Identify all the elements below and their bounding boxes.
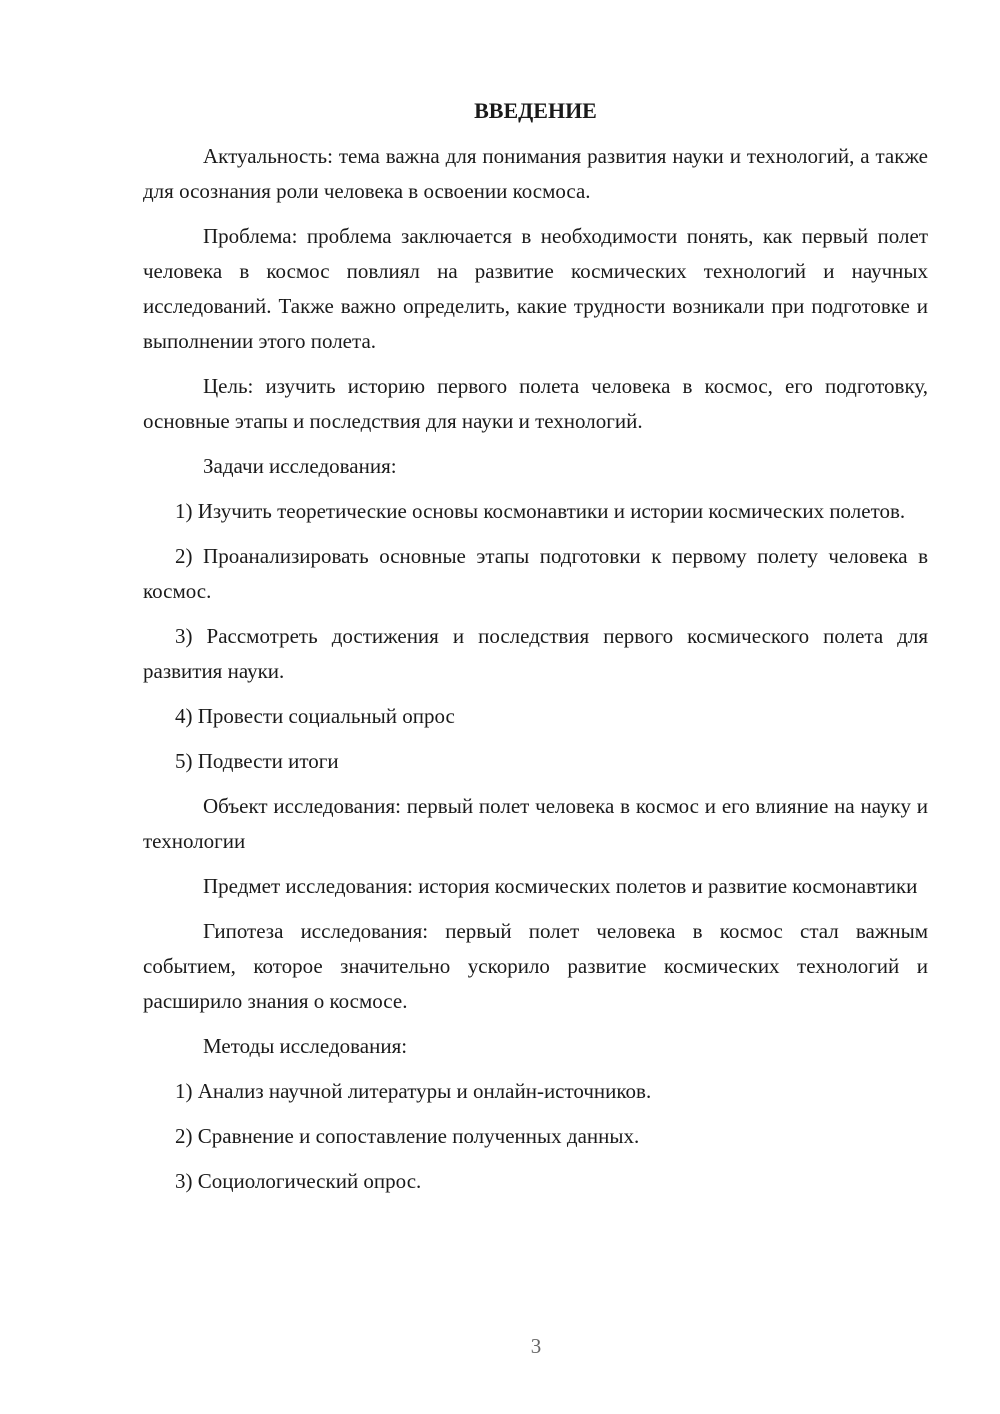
tasks-heading: Задачи исследования: xyxy=(203,454,397,478)
method-item-1: 1) Анализ научной литературы и онлайн-источников. xyxy=(175,1079,652,1103)
task-item-4: 4) Провести социальный опрос xyxy=(175,704,455,728)
task-item-3: 3) Рассмотреть достижения и последствия первого космического полета для развития науки. xyxy=(143,624,928,683)
method-item-2: 2) Сравнение и сопоставление полученных данных. xyxy=(175,1124,640,1148)
paragraph-relevance: Актуальность: тема важна для понимания развития науки и технологий, а также для осознания роли человека в освоении космоса. xyxy=(143,144,928,203)
section-heading: ВВЕДЕНИЕ xyxy=(474,98,597,123)
page-number: 3 xyxy=(530,1334,542,1358)
paragraph-hypothesis: Гипотеза исследования: первый полет человека в космос стал важным событием, которое значительно ускорило развитие космических технологий и расширило знания о космосе. xyxy=(143,919,928,1013)
task-item-2: 2) Проанализировать основные этапы подготовки к первому полету человека в космос. xyxy=(143,544,928,603)
paragraph-subject: Предмет исследования: история космических полетов и развитие космонавтики xyxy=(203,874,918,898)
methods-heading: Методы исследования: xyxy=(203,1034,408,1058)
method-item-3: 3) Социологический опрос. xyxy=(175,1169,422,1193)
paragraph-problem: Проблема: проблема заключается в необходимости понять, как первый полет человека в космос повлиял на развитие космических технологий и научных исследований. Также важно определить, какие трудности возникали при подготовке и выполнении этого полета. xyxy=(143,224,928,353)
task-item-1: 1) Изучить теоретические основы космонавтики и истории космических полетов. xyxy=(175,499,906,523)
document-page xyxy=(143,96,928,1209)
paragraph-goal: Цель: изучить историю первого полета человека в космос, его подготовку, основные этапы и последствия для науки и технологий. xyxy=(143,374,928,433)
paragraph-object: Объект исследования: первый полет человека в космос и его влияние на науку и технологии xyxy=(143,794,928,853)
task-item-5: 5) Подвести итоги xyxy=(175,749,339,773)
